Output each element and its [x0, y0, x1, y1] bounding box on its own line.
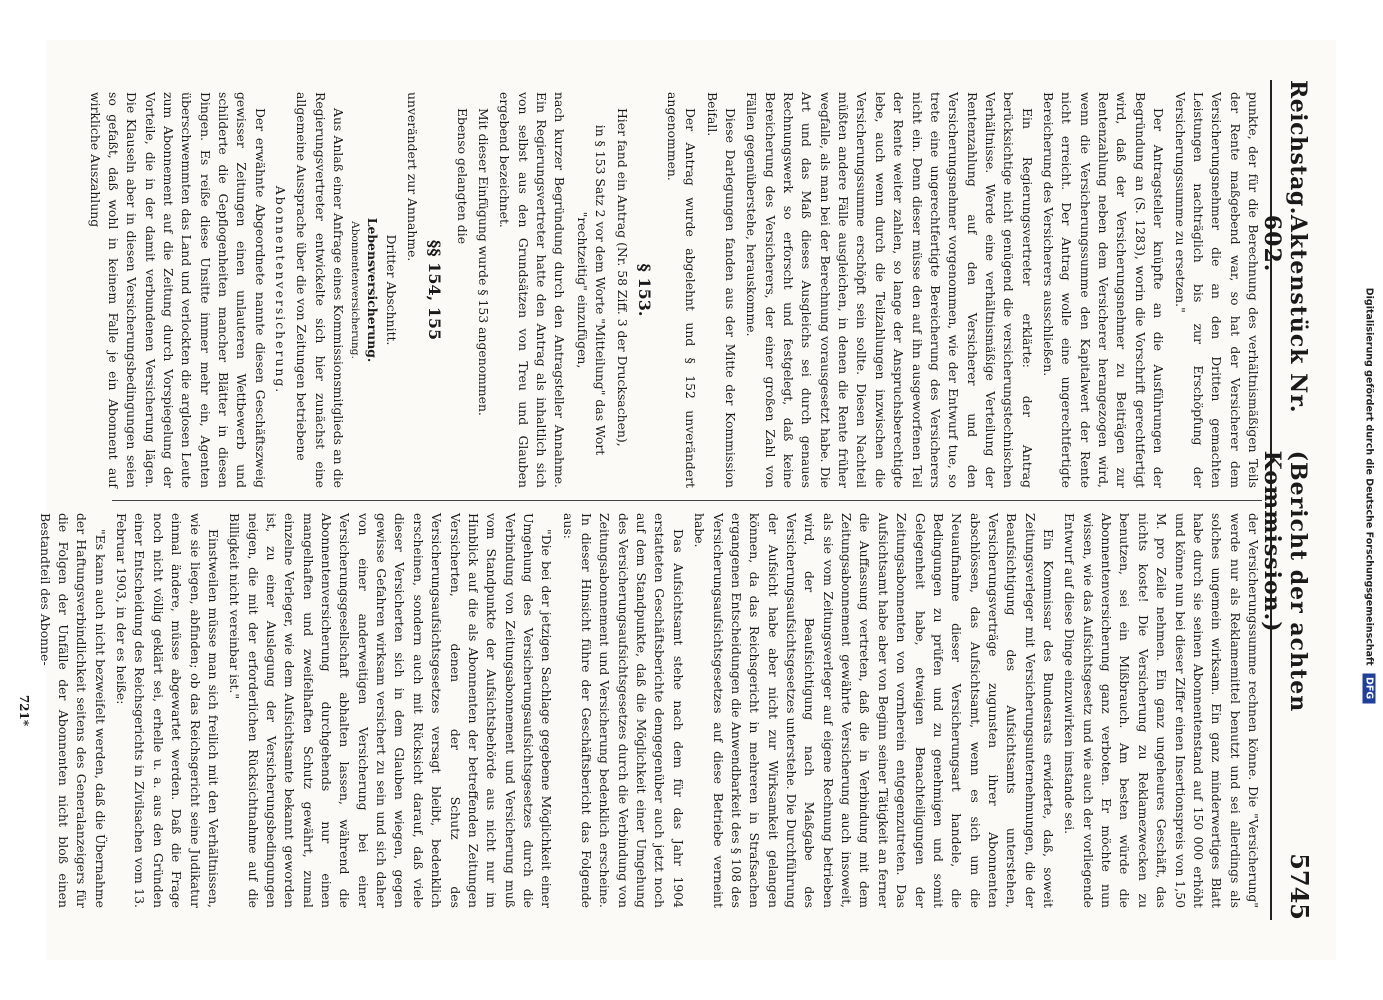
paragraph: nach kurzer Begründung durch den Antragsteller Annahme. Ein Regierungsvertreter hatte den Antrag als inhaltlich sich von selbst aus den Grundsätzen von Treu und Glauben ergebend bezeichnet. — [497, 92, 568, 488]
columns — [17, 80, 1262, 920]
section-heading-153: § 153. — [635, 263, 655, 317]
digitization-text: Digitalisierung gefördert durch die Deutsche Forschungsgemeinschaft — [1363, 287, 1375, 666]
paragraph: der Versicherungssumme rechnen könne. Die "Versicherung" werde nur als Reklamemittel benutzt und sei allerdings als solches ungemein wirksam. Ein ganz minderwertiges Blatt habe durch sie seinen Abonnentenstand auf 150 000 erhöht und könne nun bei dieser Ziffer einen Insertionspreis von 1,50 M. pro Zeile nehmen. Ein ganz ungeheures Geschäft, das nichts koste! Die Versicherung zu Reklamezwecken zu benutzen, sei ein Mißbrauch. Am besten würde die Abonnentenversicherung ganz verboten. Er möchte nun wissen, wie das Aufsichtsgesetz und wie auch der vorliegende Entwurf auf diese Dinge einzuwirken imstande sei. — [1062, 513, 1261, 908]
header-commission: (Bericht der achten Kommission.) — [1259, 450, 1311, 713]
section-heading-154-155: §§ 154, 155 — [425, 239, 445, 341]
document-page — [17, 40, 1336, 960]
page-header — [1259, 80, 1314, 920]
quoted-paragraph: "Es kann auch nicht bezweifelt werden, daß die Übernahme der Haftungsverbindlichkeit seitens des Generalanzeigers für die Folgen der Unfälle der Abonnenten nicht bloß einen Bestandteil des Abonne- — [37, 513, 108, 908]
paragraph: Ein Kommissar des Bundesrats erwiderte, daß, soweit Zeitungsverleger mit Versicherungsunternehmungen, die der Beaufsichtigung des Aufsichtsamts unterstehen, Versicherungsverträge zugunsten ihrer Abonnenten abschlössen, das Aufsichtsamt, wenn es sich um die Neuaufnahme dieser Versicherungsart handele, die Bedingungen zu prüfen und zu genehmigen und somit Gelegenheit habe, etwaigen Benachteiligungen der Zeitungsabonnenten von vornherein entgegenzutreten. Das Aufsichtsamt habe aber von Beginn seiner Tätigkeit an ferner die Auffassung vertreten, daß die in Verbindung mit dem Zeitungsabonnement gewährte Versicherung auch insoweit, als sie vom Zeitungsverleger auf eigene Rechnung betrieben wird, der Beaufsichtigung nach Maßgabe des Versicherungsaufsichtsgesetzes unterstehe. Die Durchführung der Aufsicht habe aber nicht zur Wirksamkeit gelangen können, da das Reichsgericht in mehreren in Strafsachen ergangenen Entscheidungen die Anwendbarkeit des § 108 des Versicherungsaufsichtsgesetzes auf diese Betriebe verneint habe. — [692, 513, 1057, 908]
paragraph: Der erwähnte Abgeordnete nannte diesen Geschäftszweig gewisser Zeitungen einen unlauteren Wettbewerb und schilderte die Gepflogenheiten mancher Blätter in diesen Dingen. Es reiße diese Unsitte immer mehr ein, Agenten überschwemmten das Land und verlockten die arglosen Leute zum Abonnement auf die Zeitung durch Vorspiegelung der Vorteile, die in der damit verbundenen Versicherung lägen. Die Klauseln aber in diesen Versicherungsbedingungen seien so gefaßt, daß wohl in keinem Falle je ein Abonnent auf wirkliche Auszahlung — [87, 92, 268, 488]
quoted-motion: in § 153 Satz 2 vor dem Worte "Mitteilung" das Wort "rechtzeitig" einzufügen, — [574, 124, 609, 456]
dfg-logo: DFG — [1363, 673, 1376, 703]
subsection-heading: Lebensversicherung. — [364, 217, 380, 363]
quoted-paragraph: "Die bei der jetzigen Sachlage gegebene Möglichkeit einer Umgehung des Versicherungsaufsichtsgesetzes durch die Verbindung von Zeitungsabonnement und Versicherung muß vom Standpunkte der Aufsichtsbehörde aus nicht nur im Hinblick auf die als Abonnenten der betreffenden Zeitungen Versicherten, denen der Schutz des Versicherungsaufsichtsgesetzes versagt bleibt, bedenklich erscheinen, sondern auch mit Rücksicht darauf, daß viele dieser Versicherten sich in dem Glauben wiegen, gegen gewisse Gefahren wirksam versichert zu sein und sich daher von einer anderweitigen Versicherung bei einer Versicherungsgesellschaft abhalten lassen, während die Abonnentenversicherung durchgehends nur einen mangelhaften und zweifelhaften Schutz gewährt, zumal einzelne Verleger, wie dem Aufsichtsamte bekannt geworden ist, zu einer Auslegung der Versicherungsbedingungen neigen, die mit der erforderlichen Rücksichtnahme auf die Billigkeit nicht vereinbar ist." — [227, 513, 555, 908]
paragraph: Diese Darlegungen fanden aus der Mitte der Kommission Beifall. — [704, 92, 738, 488]
paragraph: Der Antrag wurde abgelehnt und § 152 unverändert angenommen. — [664, 92, 699, 488]
paragraph: unverändert zur Annahme. — [405, 92, 421, 262]
paragraph: Das Aufsichtsamt stehe nach dem für das Jahr 1904 erstatteten Geschäftsberichte demgegenüber auch jetzt noch auf dem Standpunkte, daß die Möglichkeit einer Umgehung des Versicherungsaufsichtsgesetzes durch die Verbindung von Zeitungsabonnement und Versicherung bedenklich erscheine. In dieser Hinsicht führe der Geschäftsbericht das Folgende aus: — [560, 513, 686, 908]
paragraph: punkte, der für die Berechnung des verhältnismäßigen Teils der Rente maßgebend war, so hat der Versicherer dem Versicherungsnehmer die an den Dritten gemachten Leistungen nachträglich bis zur Erschöpfung der Versicherungssumme zu ersetzen." — [1172, 92, 1261, 488]
left-column — [87, 80, 1262, 500]
margin-heading: Abonnentenversicherung. — [348, 221, 361, 359]
paragraph: Der Antragsteller knüpfte an die Ausführungen der Begründung an (S. 1283), worin die Vorschrift gerechtfertigt wird, daß der Versicherungsnehmer zu Beiträgen zur Rentenzahlung neben dem Versicherer herangezogen wird, wenn die Versicherungssumme den Kapitalwert der Rente nicht erreicht. Der Antrag wolle eine ungerechtfertigte Bereicherung des Versicherers ausschließen. — [1041, 92, 1167, 488]
paragraph: Hier fand ein Antrag (Nr. 58 Ziff. 3 der Drucksachen), — [615, 108, 631, 447]
paragraph: Aus Anlaß einer Anfrage eines Kommissionsmitglieds an die Regierungsvertreter entwickelte sich hier zunächst eine allgemeine Aussprache über die von Zeitungen betriebene — [294, 92, 346, 488]
header-left: Reichstag. — [1285, 80, 1311, 215]
sheet-number: 721* — [17, 694, 32, 727]
right-column — [17, 500, 1262, 920]
digitization-note — [1359, 8, 1379, 988]
paragraph: Einstweilen müsse man sich freilich mit den Verhältnissen, wie sie liegen, abfinden; ob das Reichsgericht seine Judikatur einmal ändere, müsse abgewartet werden. Daß die Frage noch nicht völlig geklärt sei, erhelle u. a. aus den Gründen einer Entscheidung des Reichsgerichts in Zivilsachen vom 13. Februar 1903, in der es heiße: — [114, 513, 221, 908]
paragraph: Mit dieser Einfügung wurde § 153 angenommen. — [475, 108, 491, 416]
header-title: Aktenstück Nr. 602. — [1259, 214, 1311, 414]
paragraph: Ebenso gelangten die — [454, 108, 470, 245]
page-number: 5745 — [1285, 853, 1314, 920]
chapter-heading: Dritter Abschnitt. — [383, 234, 399, 346]
paragraph: Ein Regierungsvertreter erklärte: der Antrag berücksichtige nicht genügend die versicherungstechnischen Verhältnisse. Werde eine verhältnismäßige Verteilung der Rentenzahlung auf den Versicherer und den Versicherungsnehmer vorgenommen, wie der Entwurf tue, so trete eine ungerechtfertigte Bereicherung des Versicherers nicht ein. Denn dieser müsse den auf ihn ausgeworfenen Teil der Rente weiter zahlen, so lange der Anspruchsberechtigte lebe, auch wenn durch die Teilzahlungen inzwischen die Versicherungssumme erschöpft sein sollte. Diesen Nachteil müßten andere Fälle ausgleichen, in denen die Rente früher wegfalle, als man bei der Berechnung vorausgesetzt habe. Die Art und das Maß dieses Ausgleichs sei durch genaues Rechnungswerk so erforscht und festgelegt, daß keine Bereicherung des Versicherers, der einer großen Zahl von Fällen gegenüberstehe, herauskomme. — [744, 92, 1035, 488]
topic-heading: Abonnentenversicherung. — [272, 185, 288, 395]
